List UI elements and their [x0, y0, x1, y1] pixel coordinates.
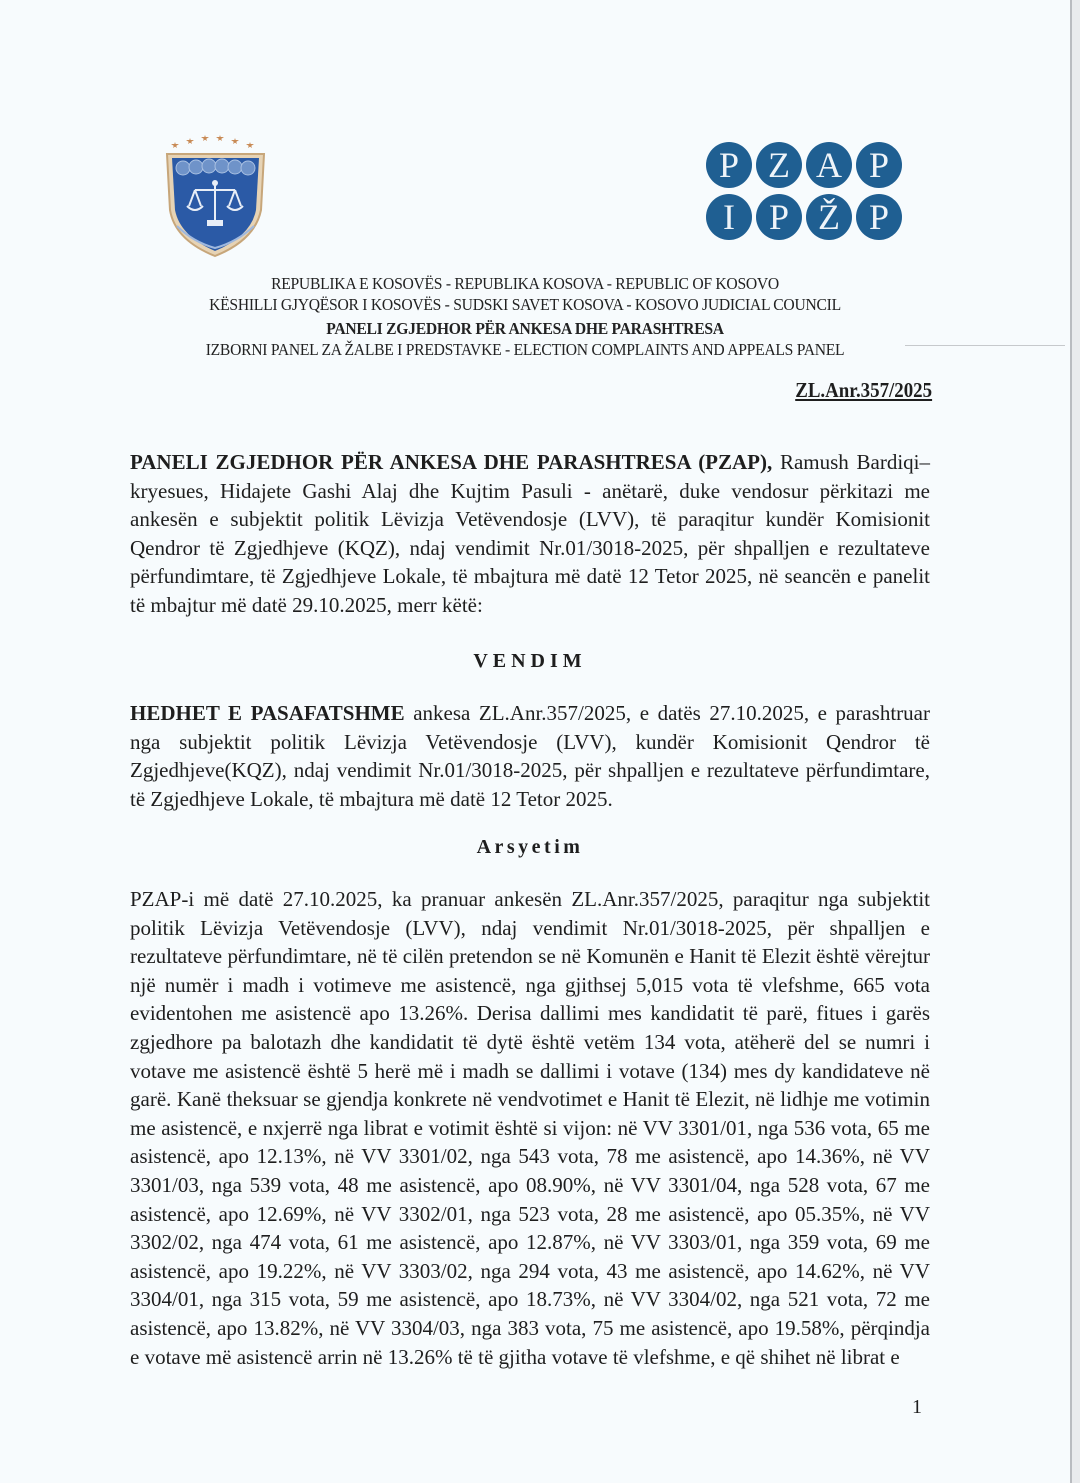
case-number: ZL.Anr.357/2025	[795, 378, 932, 402]
page-edge-line	[1070, 0, 1072, 1483]
decision-paragraph	[130, 699, 930, 813]
intro-paragraph	[130, 448, 930, 620]
decision-text: ankesa ZL.Anr.357/2025, e datës 27.10.2025, e parashtruar nga subjektit politik Lëvizja Vetëvendosje (LVV), kundër Komisionit Qendror të Zgjedhjeve(KQZ), ndaj vendimit Nr.01/3018-2025, për shpalljen e rezultateve përfundimtare, të Zgjedhjeve Lokale, të mbajtura më datë 12 Tetor 2025.	[130, 701, 930, 811]
letterhead-line-panel-albanian: PANELI ZGJEDHOR PËR ANKESA DHE PARASHTRESA	[326, 319, 724, 338]
letterhead	[0, 273, 1080, 360]
section-title-arsyetim: Arsyetim	[476, 836, 584, 858]
reasoning-paragraph: PZAP-i më datë 27.10.2025, ka pranuar ankesën ZL.Anr.357/2025, paraqitur nga subjektit politik Lëvizja Vetëvendosje (LVV), ndaj vendimit Nr.01/3018-2025, për shpalljen e rezultateve përfundimtare, në të cilën pretendon se në Komunën e Hanit të Elezit është vërejtur një numër i madh i votimeve me asistencë, nga gjithsej 5,015 vota të vlefshme, 665 vota evidentohen me asistencë apo 13.26%. Derisa dallimi mes kandidatit të parë, fitues i garës zgjedhore pa balotazh dhe kandidatit të dytë është vetëm 134 vota, atëherë del se numri i votave me asistencë është 5 herë më i madh se dallimi i votave (134) mes dy kandidateve në garë. Kanë theksuar se gjendja konkrete në vendvotimet e Hanit të Elezit, në lidhje me votimin me asistencë, e nxjerrë nga librat e votimit është si vijon: në VV 3301/01, nga 536 vota, 65 me asistencë, apo 12.13%, në VV 3301/02, nga 543 vota, 78 me asistencë, apo 14.36%, në VV 3301/03, nga 539 vota, 48 me asistencë, apo 08.90%, në VV 3301/04, nga 528 vota, 67 me asistencë, apo 12.69%, në VV 3302/01, nga 523 vota, 28 me asistencë, apo 05.35%, në VV 3302/02, nga 474 vota, 61 me asistencë, apo 12.87%, në VV 3303/01, nga 359 vota, 69 me asistencë, apo 19.22%, në VV 3303/02, nga 294 vota, 43 me asistencë, apo 14.62%, në VV 3304/01, nga 315 vota, 59 me asistencë, apo 18.73%, në VV 3304/02, nga 521 vota, 72 me asistencë, apo 13.82%, në VV 3304/03, nga 383 vota, 75 me asistencë, apo 19.58%, përqindja e votave më asistencë arrin në 13.26% të të gjitha votave të vlefshme, e që shihet në librat e	[130, 887, 930, 1369]
logo-letter-circle: P	[856, 142, 902, 188]
pzap-logo	[706, 142, 908, 248]
logo-letter-circle: A	[806, 142, 852, 188]
letterhead-line-council: KËSHILLI GJYQËSOR I KOSOVËS - SUDSKI SAVET KOSOVA - KOSOVO JUDICIAL COUNCIL	[209, 295, 841, 314]
letterhead-line-panel-serbian-english: IZBORNI PANEL ZA ŽALBE I PREDSTAVKE - ELECTION COMPLAINTS AND APPEALS PANEL	[205, 340, 845, 359]
pzap-logo-row-1	[706, 142, 908, 188]
logo-letter-circle: P	[756, 194, 802, 240]
section-title-vendim: VENDIM	[473, 650, 587, 672]
logo-letter-circle: I	[706, 194, 752, 240]
page-number: 1	[912, 1396, 922, 1418]
logo-letter-circle: Ž	[806, 194, 852, 240]
logo-letter-circle: P	[706, 142, 752, 188]
page-edge-shadow	[1072, 0, 1080, 1483]
logo-letter-circle: P	[856, 194, 902, 240]
logo-letter-circle: Z	[756, 142, 802, 188]
pzap-logo-row-2	[706, 194, 908, 240]
judicial-council-emblem-icon	[163, 130, 268, 258]
decision-bold-lead: HEDHET E PASAFATSHME	[130, 701, 405, 725]
intro-bold-lead: PANELI ZGJEDHOR PËR ANKESA DHE PARASHTRESA (PZAP),	[130, 450, 773, 474]
intro-text: Ramush Bardiqi–kryesues, Hidajete Gashi Alaj dhe Kujtim Pasuli - anëtarë, duke vendosur përkitazi me ankesën e subjektit politik Lëvizja Vetëvendosje (LVV), të paraqitur kundër Komisionit Qendror të Zgjedhjeve (KQZ), ndaj vendimit Nr.01/3018-2025, për shpalljen e rezultateve përfundimtare, të Zgjedhjeve Lokale, të mbajtura më datë 12 Tetor 2025, në seancën e panelit të mbajtur më datë 29.10.2025, merr këtë:	[130, 450, 930, 617]
letterhead-line-republic: REPUBLIKA E KOSOVËS - REPUBLIKA KOSOVA - REPUBLIC OF KOSOVO	[271, 274, 779, 293]
letterhead-rule	[905, 345, 1065, 346]
